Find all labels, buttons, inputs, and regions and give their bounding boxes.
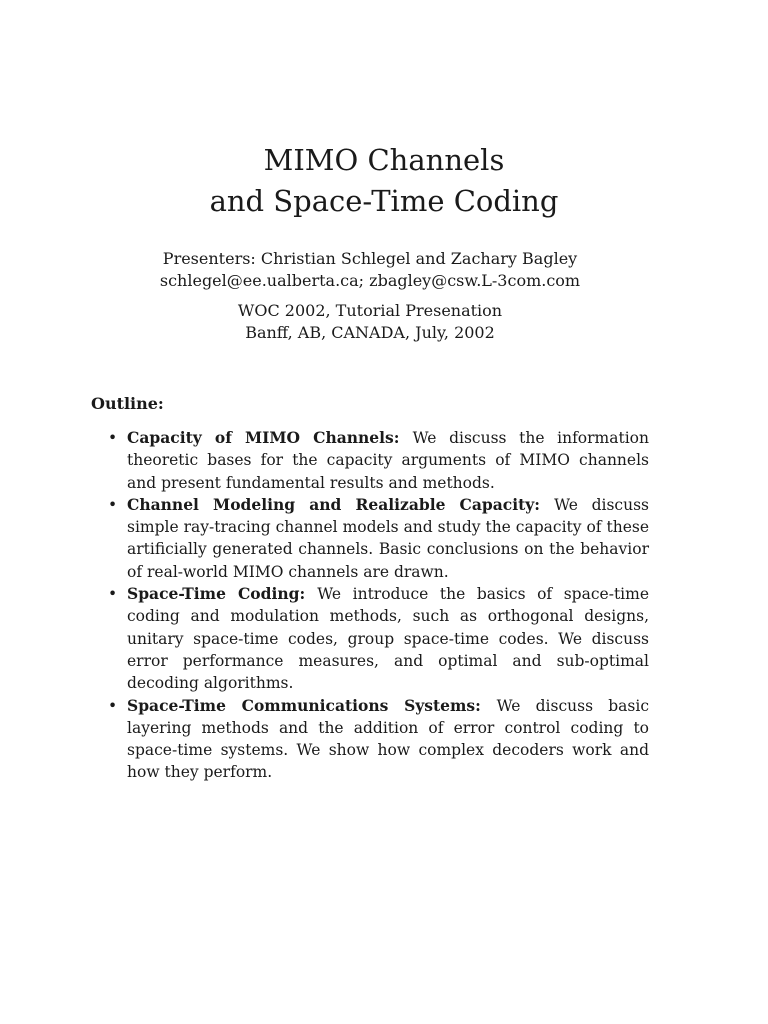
bullet-icon: • <box>108 585 118 604</box>
outline-item-text: We introduce the basics of space-time coding and modulation methods, such as orthogonal designs, unitary space-time codes, group space-time codes. We discuss error performance measures, and optimal and sub-optimal decoding algorithms. <box>127 585 649 693</box>
outline-item <box>108 494 649 583</box>
outline-item-text: We discuss simple ray-tracing channel models and study the capacity of these artificially generated channels. Basic conclusions on the behavior of real-world MIMO channels are drawn. <box>127 495 649 581</box>
presenters-block <box>0 248 740 292</box>
outline-item-title: Space-Time Coding: <box>127 584 318 604</box>
presenter-emails: schlegel@ee.ualberta.ca; zbagley@csw.L-3com.com <box>159 271 581 290</box>
presenter-names: Presenters: Christian Schlegel and Zachary Bagley <box>162 249 578 268</box>
event-name: WOC 2002, Tutorial Presenation <box>237 301 503 320</box>
outline-item <box>108 427 649 494</box>
outline-item-text: We discuss the information theoretic bases for the capacity arguments of MIMO channels and present fundamental results and methods. <box>127 429 649 492</box>
outline-item-title: Capacity of MIMO Channels: <box>127 428 413 447</box>
outline-list <box>108 427 649 784</box>
bullet-icon: • <box>108 495 118 514</box>
document-title <box>0 140 768 222</box>
bullet-icon: • <box>108 696 118 715</box>
outline-item-title: Space-Time Communications Systems: <box>127 695 497 715</box>
outline-item <box>108 583 649 694</box>
outline-heading: Outline: <box>91 394 164 413</box>
outline-item-title: Channel Modeling and Realizable Capacity: <box>127 494 555 514</box>
event-block <box>0 300 740 344</box>
title-line-2: and Space-Time Coding <box>209 184 559 218</box>
title-line-1: MIMO Channels <box>263 143 505 177</box>
outline-item <box>108 695 649 784</box>
outline-item-text: We discuss basic layering methods and the addition of error control coding to space-time systems. We show how complex decoders work and how they perform. <box>127 696 649 782</box>
event-location: Banff, AB, CANADA, July, 2002 <box>245 323 495 342</box>
bullet-icon: • <box>108 429 118 447</box>
